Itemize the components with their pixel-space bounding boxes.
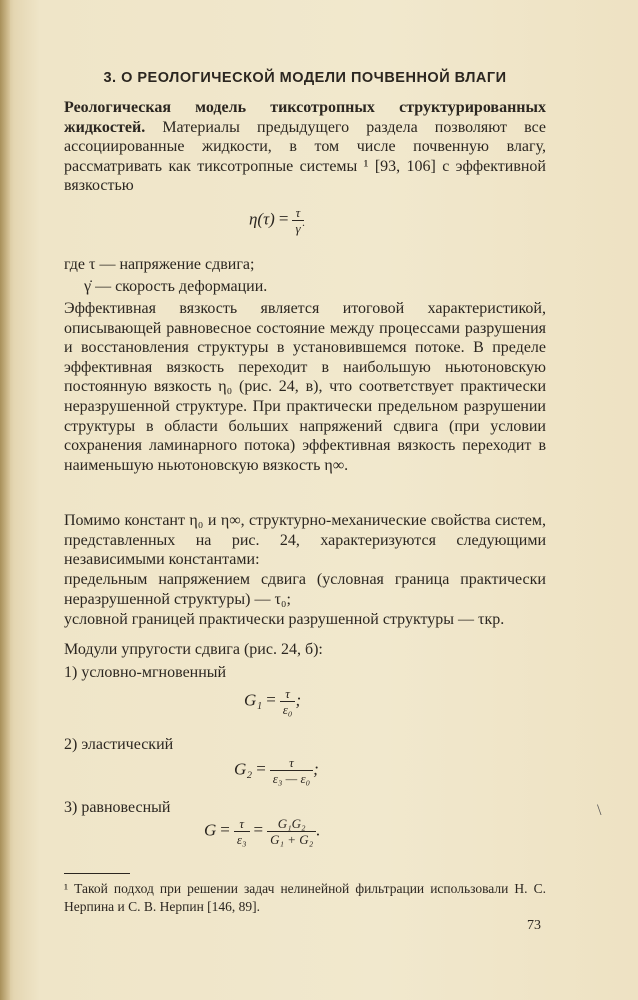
formula-g2-numerator: τ xyxy=(270,755,313,771)
formula-g xyxy=(204,816,320,847)
formula-g2-denominator: ε₃ — ε₀ xyxy=(272,771,311,786)
formula-g-numerator-1: τ xyxy=(234,816,250,832)
formula-g1-lhs: G₁ xyxy=(244,690,263,710)
list-item-2: 2) эластический xyxy=(64,736,174,753)
formula-g-denominator-1: ε₃ xyxy=(236,832,247,847)
formula-g2 xyxy=(234,755,319,786)
footnote: ¹ Такой подход при решении задач нелинейной фильтрации использовали Н. С. Нерпина и С. В. Нерпин [146, 89]. xyxy=(64,881,546,914)
formula-g1-denominator: ε₀ xyxy=(282,702,293,717)
margin-mark: \ xyxy=(597,802,602,819)
formula-g2-tail: ; xyxy=(313,759,319,779)
where-line-2: γ̇ — скорость деформации. xyxy=(84,278,268,295)
where-line-1: где τ — напряжение сдвига; xyxy=(64,256,255,273)
formula-g1-fraction xyxy=(280,686,296,717)
formula-g2-eq: = xyxy=(256,759,266,779)
formula-g-tail: . xyxy=(316,820,321,840)
section-title: 3. О РЕОЛОГИЧЕСКОЙ МОДЕЛИ ПОЧВЕННОЙ ВЛАГИ xyxy=(103,70,507,86)
formula-g2-lhs: G₂ xyxy=(234,759,253,779)
paragraph-6: Модули упругости сдвига (рис. 24, б): xyxy=(64,641,323,658)
formula-fraction xyxy=(292,205,303,236)
list-item-1: 1) условно-мгновенный xyxy=(64,664,227,681)
paragraph-1-lead: Реологическая модель тиксотропных структурированных жидкостей. xyxy=(64,99,546,136)
list-item-3: 3) равновесный xyxy=(64,799,171,816)
formula-g-eq-2: = xyxy=(253,820,264,840)
formula-lhs: η(τ) xyxy=(249,209,275,229)
paragraph-4: предельным напряжением сдвига (условная граница практически неразрушенной структуры) — τ₀; xyxy=(64,571,546,608)
formula-denominator: γ̇ xyxy=(295,221,301,236)
paragraph-2: Эффективная вязкость является итоговой характеристикой, описывающей равновесное состояние между процессами разрушения и восстановления структуры в установившемся потоке. В пределе эффективная вязкость переходит в наибольшую ньютоновскую постоянную вязкость η₀ (рис. 24, в), что соответствует практически неразрушенной структуре. При практически предельном разрушении структуры в области больших напряжений сдвига (при условии сохранения ламинарного потока) эффективная вязкость переходит в наименьшую ньютоновскую вязкость η∞. xyxy=(64,300,546,474)
paragraph-1 xyxy=(64,98,546,196)
formula-g1-numerator: τ xyxy=(280,686,296,702)
formula-g1-tail: ; xyxy=(295,690,302,710)
formula-eq: = xyxy=(278,209,289,229)
paragraph-1-text: Материалы предыдущего раздела позволяют все ассоциированные жидкости, в том числе почвенную влагу, рассматривать как тиксотропные системы ¹ [93, 106] с эффективной вязкостью xyxy=(64,118,546,195)
formula-g-fraction-1 xyxy=(234,816,250,847)
book-spine-shadow xyxy=(0,0,10,1000)
formula-g-denominator-2: G₁ + G₂ xyxy=(270,832,314,847)
formula-g2-fraction xyxy=(270,755,313,786)
footnote-divider xyxy=(64,873,130,874)
page-number: 73 xyxy=(527,918,541,933)
formula-g1 xyxy=(244,686,301,717)
paragraph-3: Помимо констант η₀ и η∞, структурно-механические свойства систем, представленных на рис. 24, характеризуются следующими независимыми константами: xyxy=(64,512,546,569)
paragraph-5: условной границей практически разрушенной структуры — τкр. xyxy=(64,611,505,628)
formula-g-fraction-2 xyxy=(267,816,316,847)
formula-g1-eq: = xyxy=(266,690,276,710)
formula-g-lhs: G xyxy=(204,820,217,840)
formula-viscosity xyxy=(249,205,304,236)
formula-numerator: τ xyxy=(292,205,303,221)
formula-g-eq: = xyxy=(220,820,230,840)
formula-g-numerator-2: G₁G₂ xyxy=(267,816,316,832)
